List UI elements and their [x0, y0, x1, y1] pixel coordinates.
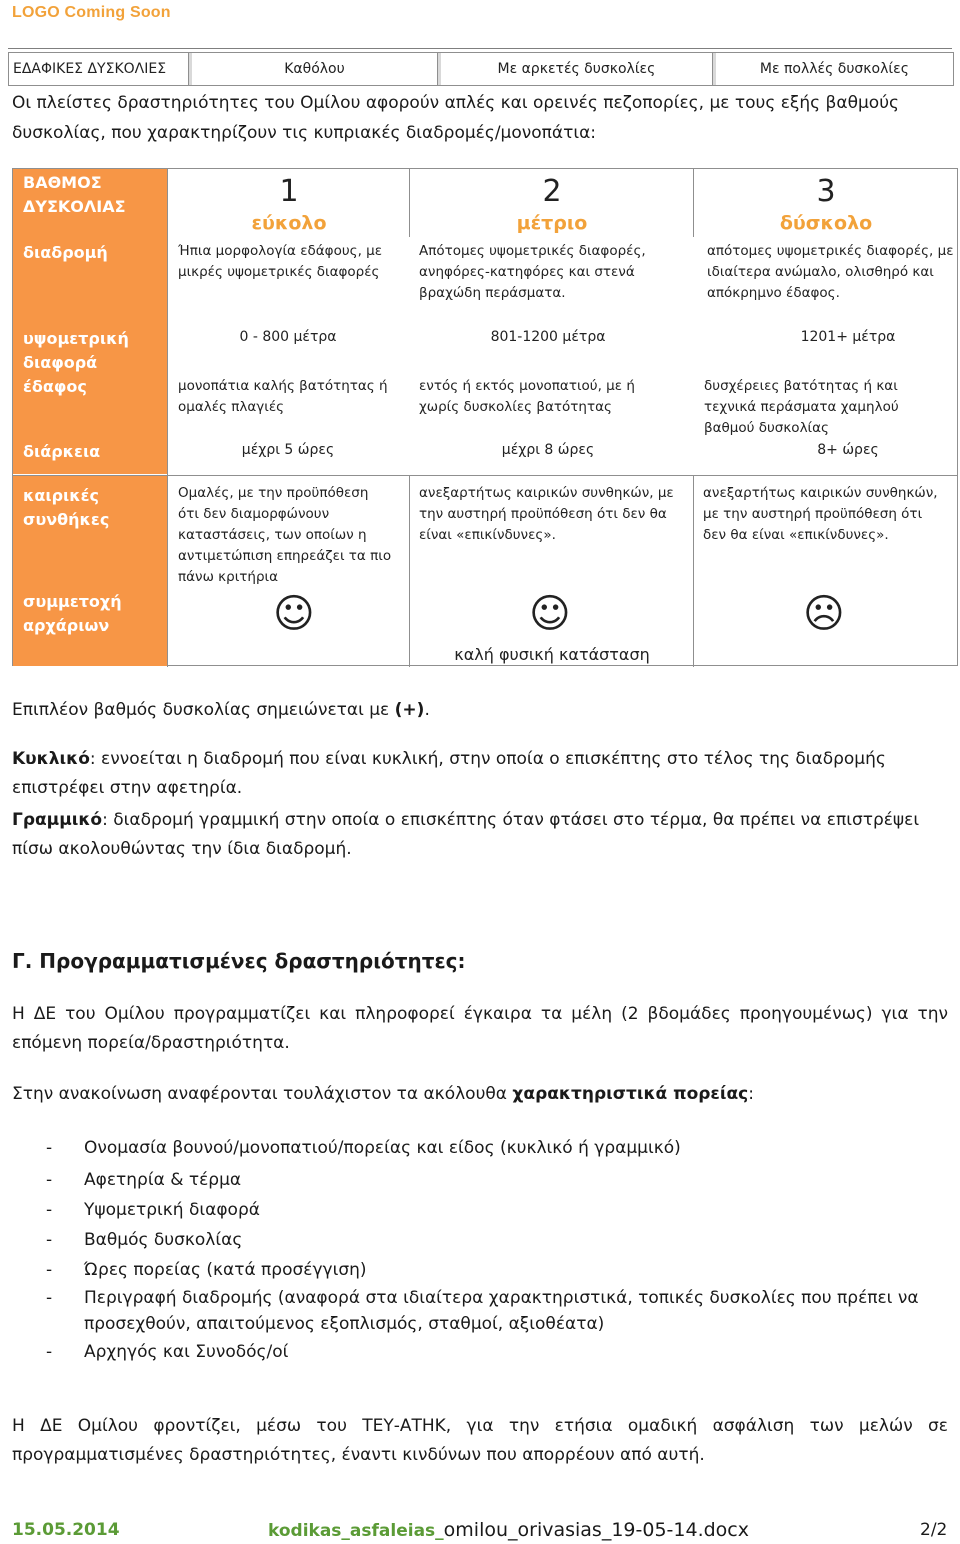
grade-3: [695, 173, 957, 235]
weather-grade-2: ανεξαρτήτως καιρικών συνθηκών, με την αυστηρή προϋπόθεση ότι δεν θα είναι «επικίνδυνες».: [419, 485, 674, 543]
grade-1-number: 1: [279, 174, 299, 209]
label-beginners: συμμετοχή αρχάριων: [23, 592, 122, 635]
smiling-face-icon: ☺: [529, 591, 571, 637]
grade-note-mark: (+): [394, 700, 425, 720]
duration-grade-1: μέχρι 5 ώρες: [241, 442, 335, 458]
definition-linear: [12, 806, 942, 864]
elevation-grade-3: 1201+ μέτρα: [800, 329, 896, 345]
grid-line: [693, 476, 694, 667]
legend-label: ΕΔΑΦΙΚΕΣ ΔΥΣΚΟΛΙΕΣ: [9, 53, 189, 85]
definition-text: : εννοείται η διαδρομή που είναι κυκλική, στην οποία ο επισκέπτης στο τέλος της διαδρομής επιστρέφει στην αφετηρία.: [12, 749, 886, 798]
terrain-grade-3: δυσχέρειες βατότητας ή και τεχνικά περάσματα χαμηλού βαθμού δυσκολίας: [704, 378, 899, 436]
list-item: - Βαθμός δυσκολίας: [46, 1230, 243, 1250]
section-heading: Γ. Προγραμματισμένες δραστηριότητες:: [12, 949, 466, 973]
list-item: - Αρχηγός και Συνοδός/οί: [46, 1342, 289, 1362]
legend-level-none: Καθόλου: [189, 53, 438, 85]
logo: LOGO Coming Soon: [12, 4, 171, 21]
route-grade-3: απότομες υψομετρικές διαφορές, με ιδιαίτερα ανώμαλο, ολισθηρό και απόκρημνο έδαφος.: [707, 243, 954, 301]
sad-face-icon: ☹: [803, 591, 845, 637]
label-block-top: [13, 169, 167, 474]
duration-grade-3: 8+ ώρες: [817, 442, 879, 458]
list-item: - Αφετηρία & τέρμα: [46, 1170, 242, 1190]
smiling-face-icon: ☺: [273, 591, 315, 637]
grade-2-word: μέτριο: [516, 212, 588, 234]
list-item: - Περιγραφή διαδρομής (αναφορά στα ιδιαίτερα χαρακτηριστικά, τοπικές δυσκολίες που πρέπει να προσεχθούν, απαιτούμενος εξοπλισμός, σταθμοί, αξιοθέατα): [46, 1288, 919, 1334]
beginners-note: καλή φυσική κατάσταση: [454, 645, 650, 664]
weather-grade-3: ανεξαρτήτως καιρικών συνθηκών, με την αυστηρή προϋπόθεση ότι δεν θα είναι «επικίνδυνες».: [703, 485, 938, 543]
footer-page-number: 2/2: [920, 1520, 948, 1540]
elevation-grade-2: 801-1200 μέτρα: [490, 329, 606, 345]
grade-3-word: δύσκολο: [779, 212, 873, 234]
terrain-legend: [8, 52, 954, 86]
grid-line: [409, 476, 410, 667]
duration-grade-2: μέχρι 8 ώρες: [501, 442, 595, 458]
label-elevation: υψομετρική διαφορά: [23, 329, 129, 372]
paragraph-emphasis: χαρακτηριστικά πορείας: [512, 1084, 749, 1104]
definition-text: : διαδρομή γραμμική στην οποία ο επισκέπτης όταν φτάσει στο τέρμα, θα πρέπει να επιστρέψει πίσω ακολουθώντας την ίδια διαδρομή.: [12, 810, 920, 859]
section-paragraph-2: [12, 1080, 948, 1109]
grade-2-number: 2: [542, 174, 562, 209]
list-item: - Ονομασία βουνού/μονοπατιού/πορείας και είδος (κυκλικό ή γραμμικό): [46, 1138, 681, 1158]
elevation-grade-1: 0 - 800 μέτρα: [239, 329, 337, 345]
grid-line: [409, 169, 410, 237]
route-grade-2: Απότομες υψομετρικές διαφορές, ανηφόρες-κατηφόρες και στενά βραχώδη περάσματα.: [419, 243, 646, 301]
label-terrain: έδαφος: [23, 377, 87, 396]
characteristics-list: [46, 1133, 952, 1367]
footer-date: 15.05.2014: [12, 1520, 120, 1540]
grade-1-word: εύκολο: [251, 212, 327, 234]
grid-line: [13, 475, 957, 476]
label-route: διαδρομή: [23, 243, 108, 262]
grade-1: [169, 173, 409, 235]
footer-filename-prefix: kodikas_asfaleias_: [268, 1521, 444, 1541]
definition-term: Κυκλικό: [12, 749, 90, 769]
legend-level-some: Με αρκετές δυσκολίες: [438, 53, 713, 85]
label-weather: καιρικές συνθήκες: [23, 486, 110, 529]
footer-filename: [268, 1517, 749, 1544]
paragraph-text: :: [748, 1084, 754, 1104]
label-block-bottom: [13, 476, 167, 666]
label-grade: ΒΑΘΜΟΣ ΔΥΣΚΟΛΙΑΣ: [23, 173, 126, 216]
grade-2: [411, 173, 693, 235]
header-divider: [8, 48, 952, 49]
paragraph-text: Στην ανακοίνωση αναφέρονται τουλάχιστον τα ακόλουθα: [12, 1084, 513, 1104]
grade-note: [12, 696, 430, 725]
list-item: - Υψομετρική διαφορά: [46, 1200, 260, 1220]
label-duration: διάρκεια: [23, 442, 101, 461]
grid-line: [167, 169, 168, 667]
definition-term: Γραμμικό: [12, 810, 103, 830]
route-grade-1: Ήπια μορφολογία εδάφους, με μικρές υψομετρικές διαφορές: [178, 243, 383, 280]
grid-line: [693, 169, 694, 237]
intro-paragraph: Οι πλείστες δραστηριότητες του Ομίλου αφορούν απλές και ορεινές πεζοπορίες, με τους εξής βαθμούς δυσκολίας, που χαρακτηρίζουν τις κυπριακές διαδρομές/μονοπάτια:: [12, 93, 900, 143]
footer-filename-rest: omilou_orivasias_19-05-14.docx: [443, 1519, 749, 1541]
list-item: - Ώρες πορείας (κατά προσέγγιση): [46, 1260, 367, 1280]
terrain-grade-1: μονοπάτια καλής βατότητας ή ομαλές πλαγιές: [178, 378, 388, 415]
section-paragraph-1: Η ΔΕ του Ομίλου προγραμματίζει και πληροφορεί έγκαιρα τα μέλη (2 βδομάδες προηγουμένως) για την επόμενη πορεία/δραστηριότητα.: [12, 1004, 948, 1053]
difficulty-table: [12, 168, 958, 666]
grade-3-number: 3: [816, 174, 836, 209]
grade-note-text: Επιπλέον βαθμός δυσκολίας σημειώνεται με: [12, 700, 395, 720]
section-paragraph-3: Η ΔΕ Ομίλου φροντίζει, μέσω του ΤΕΥ-ΑΤΗΚ, για την ετήσια ομαδική ασφάλιση των μελών σε προγραμματισμένες δραστηριότητες, έναντι κινδύνων που απορρέουν από αυτή.: [12, 1416, 948, 1465]
weather-grade-1: Ομαλές, με την προϋπόθεση ότι δεν διαμορφώνουν καταστάσεις, των οποίων η αντιμετώπιση επηρεάζει τα πιο πάνω κριτήρια: [178, 485, 392, 585]
terrain-grade-2: εντός ή εκτός μονοπατιού, με ή χωρίς δυσκολίες βατότητας: [419, 378, 635, 415]
legend-level-many: Με πολλές δυσκολίες: [713, 53, 953, 85]
definition-circular: [12, 745, 942, 803]
grade-note-end: .: [424, 700, 430, 720]
